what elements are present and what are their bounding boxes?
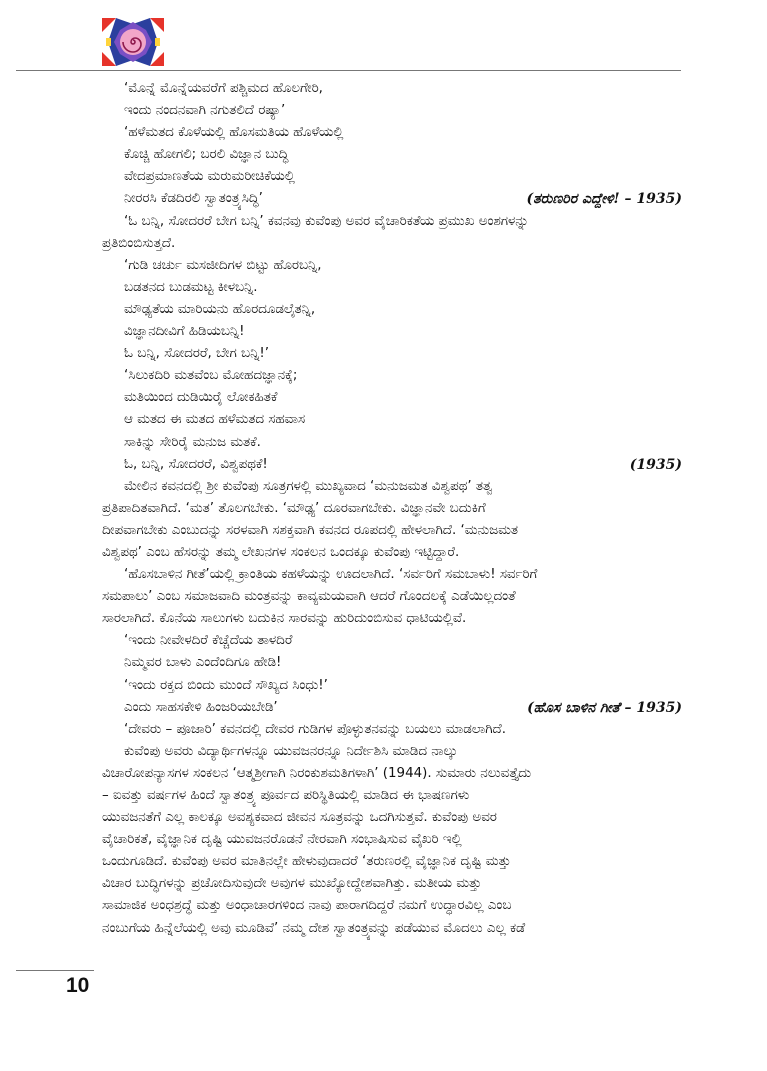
line-text: ಸಾಮಾಜಿಕ ಅಂಧಶ್ರದ್ಧೆ ಮತ್ತು ಅಂಧಾಚಾರಗಳಿಂದ ನಾವು ಪಾರಾಗದಿದ್ದರೆ ನಮಗೆ ಉದ್ಧಾರವಿಲ್ಲ ಎಂಬ <box>102 898 512 914</box>
line-text: ‘ಗುಡಿ ಚರ್ಚು ಮಸಜೀದಿಗಳ ಬಿಟ್ಟು ಹೊರಬನ್ನಿ, <box>124 257 322 273</box>
line-text: ಮತಿಯಿಂದ ದುಡಿಯಿರೈ ಲೋಕಹಿತಕೆ <box>124 390 278 406</box>
paragraph-line <box>102 807 682 829</box>
line-text: ‘ಇಂದು ನೀವೇಳದಿರೆ ಕೆಚ್ಚೆದೆಯ ತಾಳದಿರೆ <box>124 633 293 649</box>
poem-line <box>102 630 682 652</box>
line-text: ಸಾರಲಾಗಿದೆ. ಕೊನೆಯ ಸಾಲುಗಳು ಬದುಕಿನ ಸಾರವನ್ನು ಹುರಿದುಂಬಿಸುವ ಧಾಟಿಯಲ್ಲಿವೆ. <box>102 611 467 627</box>
line-text: ವಿಶ್ವಪಥ’ ಎಂಬ ಹೆಸರನ್ನು ತಮ್ಮ ಲೇಖನಗಳ ಸಂಕಲನ ಒಂದಕ್ಕೂ ಕುವೆಂಪು ಇಟ್ಟಿದ್ದಾರೆ. <box>102 544 460 560</box>
poem-source: (ತರುಣರಿರ ಎದ್ದೇಳಿ! – 1935) <box>526 191 682 208</box>
line-text: ವೇದಪ್ರಮಾಣತೆಯ ಮರುಮರೀಚಿಕೆಯಲ್ಲಿ <box>124 169 295 185</box>
line-text: – ಐವತ್ತು ವರ್ಷಗಳ ಹಿಂದೆ ಸ್ವಾತಂತ್ರ್ಯ ಪೂರ್ವದ ಪರಿಸ್ಥಿತಿಯಲ್ಲಿ ಮಾಡಿದ ಈ ಭಾಷಣಗಳು <box>102 788 470 803</box>
line-text: ಇಂದು ನಂದನವಾಗಿ ನಗುತಲಿದೆ ರಷ್ಯಾ’ <box>124 103 286 119</box>
line-text: ವಿಜ್ಞಾನದೀವಿಗೆ ಹಿಡಿಯಬನ್ನಿ! <box>124 324 245 340</box>
paragraph-line <box>102 476 682 498</box>
paragraph-line <box>102 895 682 917</box>
paragraph-line <box>102 564 682 586</box>
poem-line <box>102 144 682 166</box>
page-body <box>102 78 682 940</box>
poem-line <box>102 343 682 365</box>
line-text: ಓ ಬನ್ನಿ, ಸೋದರರೆ, ಬೇಗ ಬನ್ನಿ!’ <box>124 346 269 362</box>
footer-rule <box>16 970 94 971</box>
line-text: ‘ಸಿಲುಕದಿರಿ ಮತವೆಂಬ ಮೋಹದಜ್ಞಾನಕ್ಕೆ; <box>124 368 298 384</box>
poem-source: (1935) <box>629 456 682 473</box>
poem-line <box>102 321 682 343</box>
poem-line <box>102 432 682 454</box>
line-text: ಪ್ರತಿಬಿಂಬಿಸುತ್ತದೆ. <box>102 235 176 251</box>
poem-source: (ಹೊಸ ಬಾಳಿನ ಗೀತೆ – 1935) <box>527 699 682 716</box>
poem-line <box>102 299 682 321</box>
line-text: ಮೇಲಿನ ಕವನದಲ್ಲಿ ಶ್ರೀ ಕುವೆಂಪು ಸೂತ್ರಗಳಲ್ಲಿ ಮುಖ್ಯವಾದ ‘ಮನುಜಮತ ವಿಶ್ವಪಥ’ ತತ್ವ <box>124 478 493 494</box>
line-text: ನಂಬುಗೆಯ ಹಿನ್ನೆಲೆಯಲ್ಲಿ ಅವು ಮೂಡಿವೆ’ ನಮ್ಮ ದೇಶ ಸ್ವಾತಂತ್ರ್ಯವನ್ನು ಪಡೆಯುವ ಮೊದಲು ಎಲ್ಲ ಕಡೆ <box>102 920 526 936</box>
paragraph-line <box>102 873 682 895</box>
line-text: ‘ಹಳೆಮತದ ಕೊಳೆಯಲ್ಲಿ ಹೊಸಮತಿಯ ಹೊಳೆಯಲ್ಲಿ <box>124 125 344 141</box>
line-text: ನಿಮ್ಮವರ ಬಾಳು ಎಂದೆಂದಿಗೂ ಹೇಡಿ! <box>124 655 282 671</box>
poem-line <box>102 122 682 144</box>
paragraph-line <box>102 719 682 741</box>
line-text: ನೀರರಸಿ ಕೆಡದಿರಲಿ ಸ್ವಾತಂತ್ರ್ಯಸಿದ್ಧಿ’ <box>124 191 263 207</box>
paragraph-line <box>102 211 682 233</box>
poem-line <box>102 697 682 719</box>
poem-line <box>102 365 682 387</box>
paragraph-line <box>102 608 682 630</box>
line-text: ವೈಚಾರಿಕತೆ, ವೈಜ್ಞಾನಿಕ ದೃಷ್ಟಿ ಯುವಜನರೊಡನೆ ನೇರವಾಗಿ ಸಂಭಾಷಿಸುವ ವೈಖರಿ ಇಲ್ಲಿ <box>102 832 462 848</box>
poem-line <box>102 78 682 100</box>
poem-line <box>102 387 682 409</box>
spiral-emblem-logo <box>102 18 164 66</box>
paragraph-line <box>102 233 682 255</box>
line-text: ದೀಪವಾಗಬೇಕು ಎಂಬುದನ್ನು ಸರಳವಾಗಿ ಸಶಕ್ತವಾಗಿ ಕವನದ ರೂಪದಲ್ಲಿ ಹೇಳಲಾಗಿದೆ. ‘ಮನುಜಮತ <box>102 522 519 538</box>
paragraph-line <box>102 851 682 873</box>
paragraph-line <box>102 763 682 785</box>
line-text: ಓ, ಬನ್ನಿ, ಸೋದರರೆ, ವಿಶ್ವಪಥಕೆ! <box>124 456 268 472</box>
poem-line <box>102 188 682 210</box>
header-rule <box>16 70 681 71</box>
poem-line <box>102 454 682 476</box>
paragraph-line <box>102 586 682 608</box>
line-text: ಎಂದು ಸಾಹಸಕೇಳಿ ಹಿಂಜರಿಯಬೇಡಿ’ <box>124 699 278 715</box>
line-text: ‘ಮೊನ್ನೆ ಮೊನ್ನೆಯವರೆಗೆ ಪಶ್ಚಿಮದ ಹೊಲಗೇರಿ, <box>124 81 323 96</box>
poem-line <box>102 100 682 122</box>
poem-line <box>102 675 682 697</box>
paragraph-line <box>102 829 682 851</box>
line-text: ‘ಓ ಬನ್ನಿ, ಸೋದರರೆ ಬೇಗ ಬನ್ನಿ’ ಕವನವು ಕುವೆಂಪು ಅವರ ವೈಚಾರಿಕತೆಯ ಪ್ರಮುಖ ಅಂಶಗಳನ್ನು <box>124 213 529 229</box>
paragraph-line <box>102 542 682 564</box>
line-text: ಕುವೆಂಪು ಅವರು ವಿದ್ಯಾರ್ಥಿಗಳನ್ನೂ ಯುವಜನರನ್ನೂ ನಿರ್ದೇಶಿಸಿ ಮಾಡಿದ ನಾಲ್ಕು <box>124 743 458 759</box>
line-text: ಸಮಪಾಲು’ ಎಂಬ ಸಮಾಜವಾದಿ ಮಂತ್ರವನ್ನು ಕಾವ್ಯಮಯವಾಗಿ ಆದರೆ ಗೊಂದಲಕ್ಕೆ ಎಡೆಯಿಲ್ಲದಂತೆ <box>102 589 516 605</box>
paragraph-line <box>102 741 682 763</box>
poem-line <box>102 652 682 674</box>
line-text: ವಿಚಾರೋಪನ್ಯಾಸಗಳ ಸಂಕಲನ ‘ಆತ್ಮಶ್ರೀಗಾಗಿ ನಿರಂಕುಶಮತಿಗಳಾಗಿ’ (1944). ಸುಮಾರು ನಲುವತ್ತೈದು <box>102 765 532 781</box>
line-text: ಪ್ರತಿಪಾದಿತವಾಗಿದೆ. ‘ಮತ’ ತೊಲಗಬೇಕು. ‘ಮೌಢ್ಯ’ ದೂರವಾಗಬೇಕು. ವಿಜ್ಞಾನವೇ ಬದುಕಿಗೆ <box>102 500 486 516</box>
line-text: ‘ಇಂದು ರಕ್ತದ ಬಿಂದು ಮುಂದೆ ಸೌಖ್ಯದ ಸಿಂಧು!’ <box>124 677 328 693</box>
line-text: ಬಡತನದ ಬುಡಮಟ್ಟ ಕೀಳಬನ್ನಿ. <box>124 279 258 295</box>
poem-line <box>102 277 682 299</box>
paragraph-line <box>102 785 682 807</box>
line-text: ಆ ಮತದ ಈ ಮತದ ಹಳೆಮತದ ಸಹವಾಸ <box>124 412 306 428</box>
poem-line <box>102 409 682 431</box>
paragraph-line <box>102 918 682 940</box>
paragraph-line <box>102 498 682 520</box>
poem-line <box>102 255 682 277</box>
poem-line <box>102 166 682 188</box>
line-text: ಸಾಕಿನ್ನು ಸೇರಿರೈ ಮನುಜ ಮತಕೆ. <box>124 434 261 450</box>
line-text: ‘ದೇವರು – ಪೂಜಾರಿ’ ಕವನದಲ್ಲಿ ದೇವರ ಗುಡಿಗಳ ಪೊಳ್ಳುತನವನ್ನು ಬಯಲು ಮಾಡಲಾಗಿದೆ. <box>124 721 506 737</box>
paragraph-line <box>102 520 682 542</box>
line-text: ‘ಹೊಸಬಾಳಿನ ಗೀತೆ’ಯಲ್ಲಿ ಕ್ರಾಂತಿಯ ಕಹಳೆಯನ್ನು ಊದಲಾಗಿದೆ. ‘ಸರ್ವರಿಗೆ ಸಮಬಾಳು! ಸರ್ವರಿಗೆ <box>124 567 538 583</box>
line-text: ಒಂದುಗೂಡಿದೆ. ಕುವೆಂಪು ಅವರ ಮಾತಿನಲ್ಲೇ ಹೇಳುವುದಾದರೆ ‘ತರುಣರಲ್ಲಿ ವೈಜ್ಞಾನಿಕ ದೃಷ್ಟಿ ಮತ್ತು <box>102 854 511 870</box>
line-text: ಮೌಢ್ಯತೆಯ ಮಾರಿಯನು ಹೊರದೂಡಲೈತನ್ನಿ, <box>124 301 316 317</box>
line-text: ಕೊಚ್ಚಿ ಹೋಗಲಿ; ಬರಲಿ ವಿಜ್ಞಾನ ಬುದ್ಧಿ <box>124 147 289 163</box>
line-text: ವಿಚಾರ ಬುದ್ಧಿಗಳನ್ನು ಪ್ರಚೋದಿಸುವುದೇ ಅವುಗಳ ಮುಖ್ಯೋದ್ದೇಶವಾಗಿತ್ತು. ಮತೀಯ ಮತ್ತು <box>102 876 482 892</box>
line-text: ಯುವಜನತೆಗೆ ಎಲ್ಲ ಕಾಲಕ್ಕೂ ಅವಶ್ಯಕವಾದ ಜೀವನ ಸೂತ್ರವನ್ನು ಒದಗಿಸುತ್ತವೆ. ಕುವೆಂಪು ಅವರ <box>102 810 497 826</box>
page-number: 10 <box>66 974 90 997</box>
